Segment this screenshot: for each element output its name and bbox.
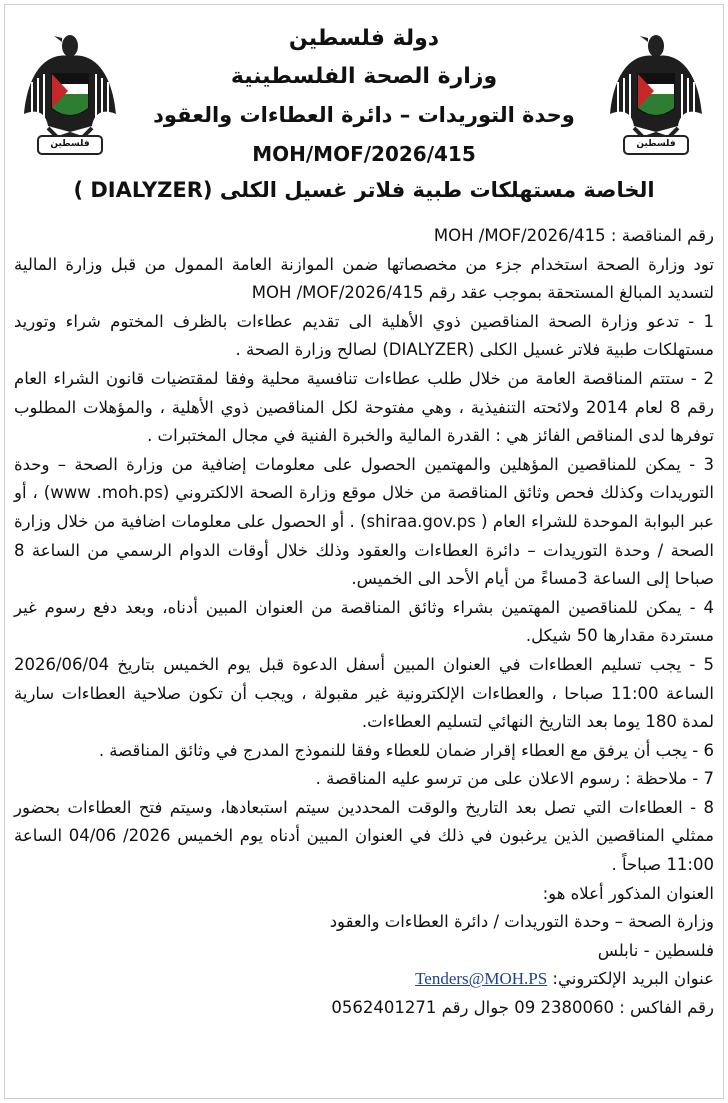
tender-number: رقم المناقصة : MOH /MOF/2026/415: [433, 226, 714, 245]
clause-3: 3 - يمكن للمناقصين المؤهلين والمهتمين الحصول على معلومات إضافية من وزارة الصحة – وحدة التوريدات وكذلك فحص وثائق المناقصة من خلال موقع وزارة الصحة الالكتروني (www .moh.ps) ، أو عبر البوابة الموحدة للشراء العام ( shiraa.gov.ps) . أو الحصول على معلومات اضافية من خلال وزارة الصحة / وحدة التوريدات – دائرة العطاءات والعقود وذلك خلال أوقات الدوام الرسمي من الساعة 8 صباحا إلى الساعة 3مساءً من أيام الأحد الى الخميس.: [14, 454, 715, 589]
clause-6: 6 - يجب أن يرفق مع العطاء إقرار ضمان للعطاء وفقا للنموذج المدرج في وثائق المناقصة .: [98, 740, 714, 760]
address-line-1: وزارة الصحة – وحدة التوريدات / دائرة العطاءات والعقود: [329, 912, 714, 932]
intro-paragraph: تود وزارة الصحة استخدام جزء من مخصصاتها ضمن الموازنة العامة الممول من قبل وزارة المالية لتسديد المبالغ المستحقة بموجب عقد رقم MOH /MOF/2026/415: [14, 254, 714, 303]
clause-7: 7 - ملاحظة : رسوم الاعلان على من ترسو عليه المناقصة .: [315, 769, 714, 789]
announcement-body: [14, 222, 714, 1023]
tender-code: MOH/MOF/2026/415: [252, 142, 476, 166]
address-line-2: فلسطين - نابلس: [597, 940, 714, 960]
tender-subject: الخاصة مستهلكات طبية فلاتر غسيل الكلى (DIALYZER ): [73, 178, 655, 202]
email-label: عنوان البريد الإلكتروني:: [552, 969, 714, 989]
emblem-scroll-label: فلسطين: [50, 139, 90, 149]
clause-5: 5 - يجب تسليم العطاءات في العنوان المبين أسفل الدعوة قبل يوم الخميس بتاريخ 2026/06/04 الساعة 11:00 صباحا ، والعطاءات الإلكترونية غير مقبولة ، ويجب أن تكون صلاحية العطاءات سارية لمدة 180 يوما بعد التاريخ النهائي لتسليم العطاءات.: [14, 654, 714, 732]
clause-1: 1 - تدعو وزارة الصحة المناقصين ذوي الأهلية الى تقديم عطاءات بالظرف المختوم شراء وتوريد مستهلكات طبية فلاتر غسيل الكلى (DIALYZER) لصالح وزارة الصحة .: [14, 311, 714, 360]
email-row: [14, 965, 714, 994]
email-link[interactable]: Tenders@MOH.PS: [415, 969, 548, 989]
unit-title: وحدة التوريدات – دائرة العطاءات والعقود: [153, 103, 575, 127]
address-title: العنوان المذكور أعلاه هو:: [542, 883, 714, 903]
fax-line: رقم الفاكس : 2380060 09 جوال رقم 0562401271: [331, 998, 714, 1018]
clause-4: 4 - يمكن للمناقصين المهتمين بشراء وثائق المناقصة من العنوان المبين أدناه، وبعد دفع رسوم غير مستردة مقدارها 50 شيكل.: [14, 597, 714, 646]
clause-2: 2 - ستتم المناقصة العامة من خلال طلب عطاءات تنافسية محلية وفقا لمقتضيات قانون الشراء العام رقم 8 لعام 2014 ولائحته التنفيذية ، وهي مفتوحة لكل المناقصين ذوي الأهلية ، والمؤهلات المطلوب توفرها لدى المناقص الفائز هي : القدرة المالية والخبرة الفنية في مجال المختبرات .: [14, 368, 714, 446]
emblem-scroll-label: فلسطين: [636, 139, 676, 149]
clause-8: 8 - العطاءات التي تصل بعد التاريخ والوقت المحددين سيتم استبعادها، وسيتم فتح العطاءات بحضور ممثلي المناقصين الذين يرغبون في ذلك في العنوان المبين أدناه يوم الخميس 2026/ 04/06 الساعة 11:00 صباحاً .: [14, 797, 715, 875]
ministry-title: وزارة الصحة الفلسطينية: [230, 64, 498, 89]
state-title: دولة فلسطين: [288, 26, 440, 51]
